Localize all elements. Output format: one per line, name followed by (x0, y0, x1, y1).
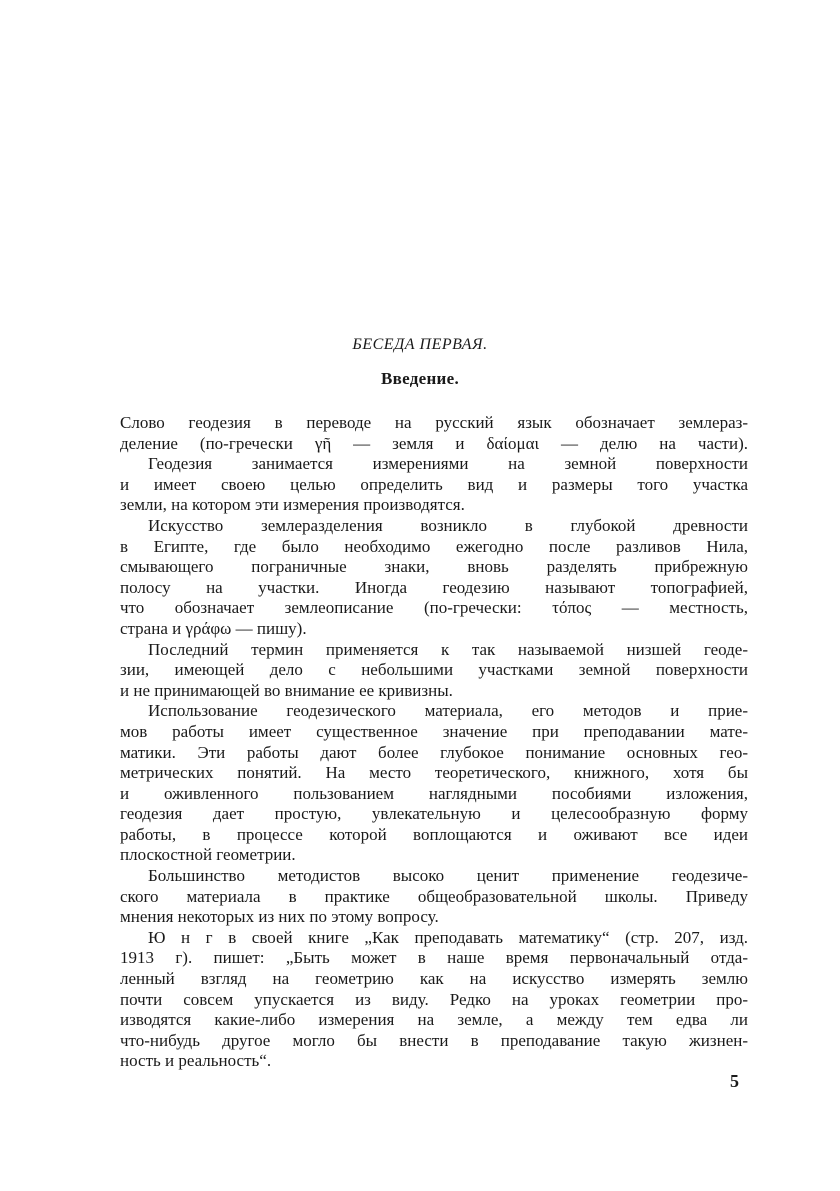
text-line: плоскостной геометрии. (120, 845, 296, 865)
text-line: Искусство землеразделения возникло в глубокой древности (148, 515, 748, 535)
text-line: 1913 г). пишет: „Быть может в наше время первоначальный отда- (120, 948, 748, 968)
text-line: Последний термин применяется к так называемой низшей геоде- (148, 639, 748, 659)
body-text (120, 413, 748, 1072)
text-line: матики. Эти работы дают более глубокое понимание основных гео- (120, 742, 748, 762)
text-line: Ю н г в своей книге „Как преподавать математику“ (стр. 207, изд. (148, 927, 748, 947)
chapter-label: БЕСЕДА ПЕРВАЯ. (352, 336, 488, 353)
text-line: ленный взгляд на геометрию как на искусство измерять землю (120, 969, 748, 989)
page-number: 5 (730, 1071, 739, 1091)
chapter-title: Введение. (380, 369, 460, 388)
text-line: Большинство методистов высоко ценит применение геодезиче- (148, 866, 748, 886)
text-line: деление (по-гречески γῆ — земля и δαίομαι — делю на части). (120, 433, 748, 453)
text-line: Использование геодезического материала, его методов и прие- (148, 701, 748, 721)
text-line: метрических понятий. На место теоретического, книжного, хотя бы (120, 763, 748, 783)
text-line: геодезия дает простую, увлекательную и целесообразную форму (120, 804, 748, 824)
text-line: изводятся какие-либо измерения на земле, а между тем едва ли (120, 1010, 748, 1030)
text-line: и оживленного пользованием наглядными пособиями изложения, (120, 783, 748, 803)
text-line: почти совсем упускается из виду. Редко на уроках геометрии про- (120, 989, 748, 1009)
text-line: Геодезия занимается измерениями на земной поверхности (148, 454, 748, 474)
text-line: зии, имеющей дело с небольшими участками земной поверхности (120, 660, 748, 680)
text-line: мнения некоторых из них по этому вопросу. (120, 907, 439, 927)
text-line: и не принимающей во внимание ее кривизны. (120, 680, 453, 700)
text-line: что обозначает землеописание (по-гречески: τόπος — местность, (120, 598, 748, 618)
text-line: мов работы имеет существенное значение при преподавании мате- (120, 721, 748, 741)
text-line: ского материала в практике общеобразовательной школы. Приведу (120, 886, 748, 906)
text-line: смывающего пограничные знаки, вновь разделять прибрежную (120, 557, 748, 577)
text-line: полосу на участки. Иногда геодезию называют топографией, (120, 577, 748, 597)
text-line: работы, в процессе которой воплощаются и оживают все идеи (120, 824, 748, 844)
text-line: страна и γράφω — пишу). (120, 618, 307, 638)
text-line: и имеет своею целью определить вид и размеры того участка (120, 474, 748, 494)
text-line: в Египте, где было необходимо ежегодно после разливов Нила, (120, 536, 748, 556)
text-line: что-нибудь другое могло бы внести в преподавание такую жизнен- (120, 1030, 748, 1050)
text-line: ность и реальность“. (120, 1051, 272, 1071)
text-line: Слово геодезия в переводе на русский язык обозначает землераз- (120, 413, 748, 432)
text-line: земли, на котором эти измерения производятся. (120, 495, 465, 515)
